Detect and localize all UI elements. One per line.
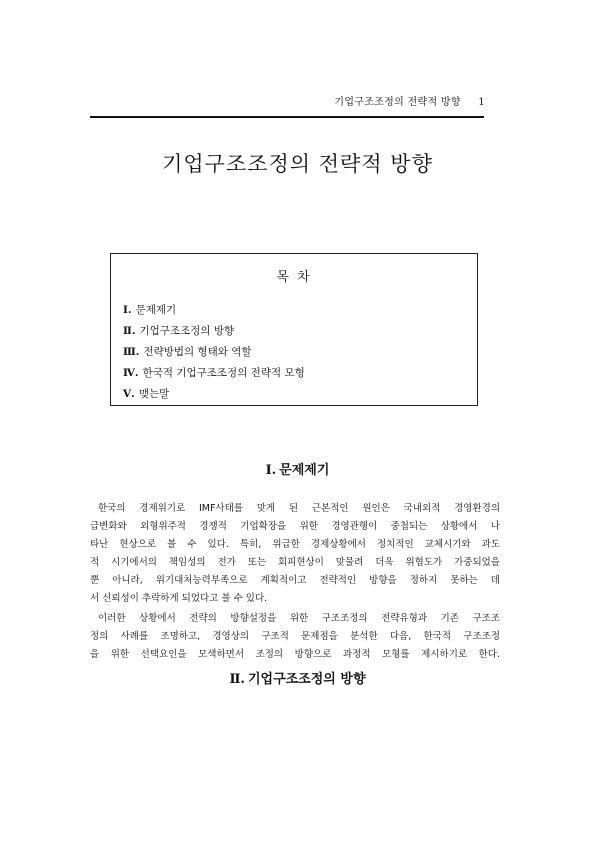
toc-item-label: 한국적 기업구조조정의 전략적 모형 — [142, 367, 305, 379]
paragraph-line: 타난 현상으로 볼 수 있다. 특히, 위급한 경제상황에서 정치적인 교체시기와 과도 — [90, 539, 500, 550]
toc-item-label: 문제제기 — [135, 304, 177, 316]
paragraph-line: 서 신뢰성이 추락하게 되었다고 볼 수 있다. — [90, 593, 268, 604]
paragraph-line: 이러한 상황에서 전략의 방향설정을 위한 구조조정의 전략유형과 기존 구조조 — [98, 613, 500, 624]
paragraph-line: 뿐 아니라, 위기대처능력부족으로 계획적이고 전략적인 방향을 정하지 못하는 데 — [90, 575, 500, 586]
toc-item-number: Ⅰ. — [123, 304, 132, 316]
toc-item-label: 전략방법의 형태와 역할 — [143, 346, 252, 358]
toc-list — [123, 300, 305, 405]
header-rule — [90, 116, 484, 118]
toc-item-label: 기업구조조정의 방향 — [139, 325, 235, 337]
section-1-number: Ⅰ. — [265, 463, 277, 478]
toc-item-number: Ⅴ. — [123, 388, 135, 400]
paragraph-line: 적 시기에서의 책임성의 전가 또는 회피현상이 맞물려 더욱 위협도가 가중되었을 — [90, 557, 500, 568]
section-2-title: 기업구조조정의 방향 — [247, 672, 366, 687]
running-header-title: 기업구조조정의 전략적 방향 — [334, 97, 461, 108]
table-of-contents — [110, 253, 478, 406]
section-1-title: 문제제기 — [279, 463, 330, 478]
paragraph-line: 급변화와 외형위주적 경쟁적 기업확장을 위한 경영관행이 중첩되는 상황에서 나 — [90, 521, 500, 532]
page-number: 1 — [478, 97, 485, 108]
toc-item — [123, 300, 305, 321]
section-2-number: Ⅱ. — [229, 672, 245, 687]
section-2-heading — [0, 668, 595, 687]
toc-item-number: Ⅱ. — [123, 325, 136, 337]
document-title: 기업구조조정의 전략적 방향 — [162, 152, 433, 176]
paragraph-line: 한국의 경제위기로 IMF사태를 맞게 된 근본적인 원인은 국내외적 경영환경의 — [98, 503, 500, 514]
toc-item — [123, 342, 305, 363]
paragraph-line: 을 위한 선택요인을 모색하면서 조정의 방향으로 과정적 모형를 제시하기로 한다. — [90, 649, 500, 660]
toc-item-number: Ⅲ. — [123, 346, 140, 358]
paragraph-line: 정의 사례를 조명하고, 경영상의 구조적 문제점을 분석한 다음, 한국적 구조조정 — [90, 631, 500, 642]
toc-item — [123, 363, 305, 384]
toc-item — [123, 321, 305, 342]
toc-item-label: 맺는말 — [138, 388, 170, 400]
running-header — [334, 93, 485, 108]
toc-item — [123, 384, 305, 405]
toc-item-number: Ⅳ. — [123, 367, 139, 379]
toc-title: 목 차 — [276, 270, 312, 285]
section-1-heading — [0, 459, 595, 478]
